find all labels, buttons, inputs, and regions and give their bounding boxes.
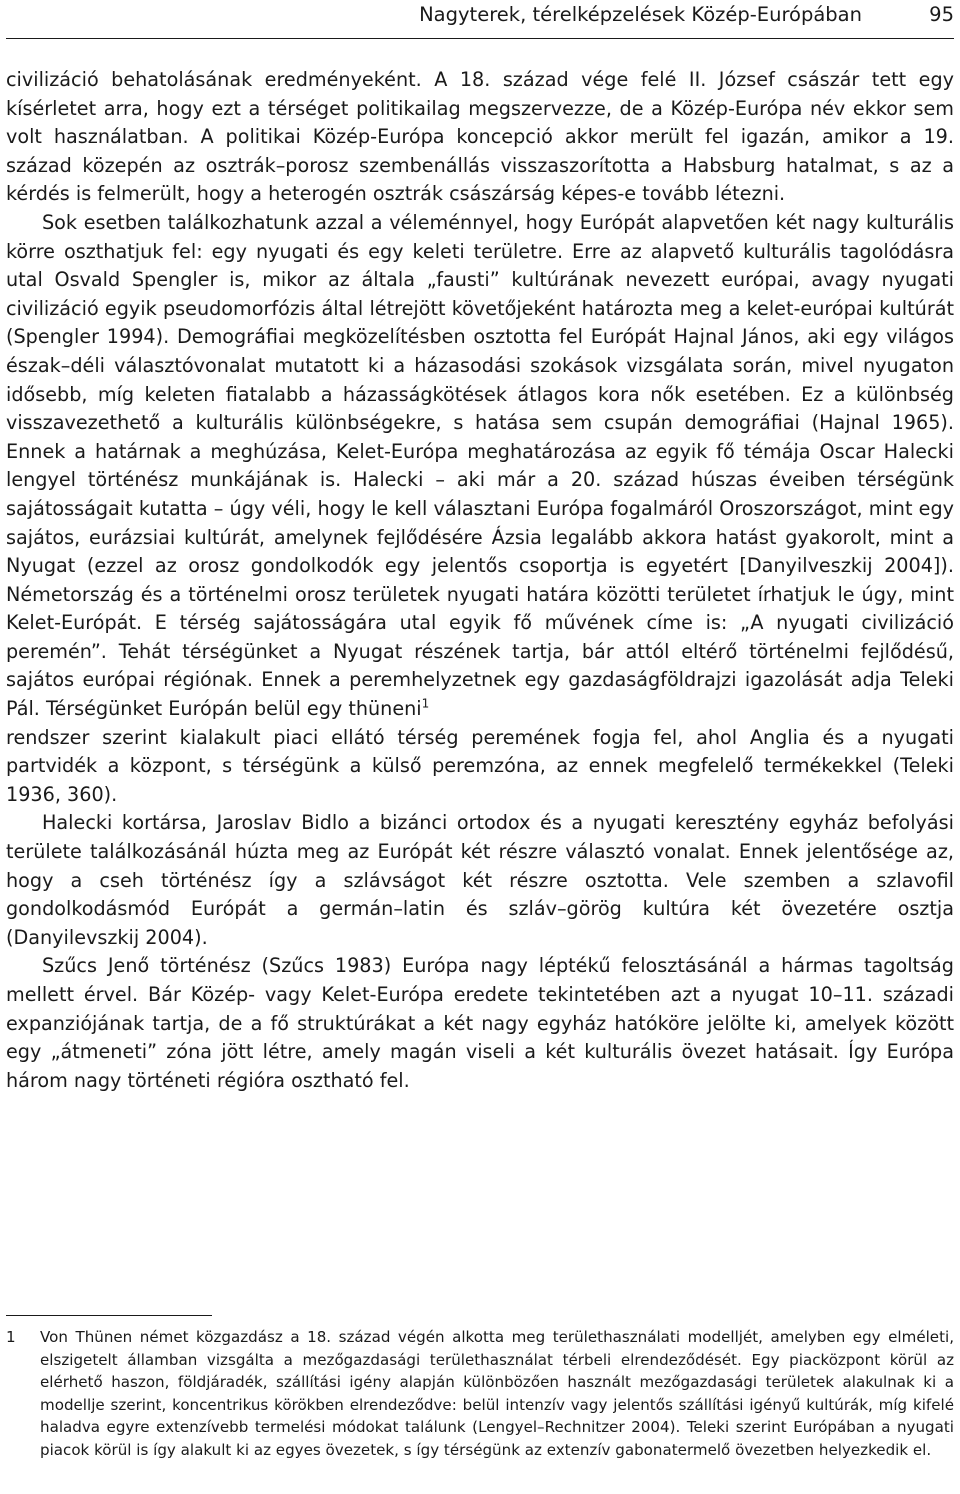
footnote bbox=[6, 1326, 954, 1462]
page-number: 95 bbox=[929, 3, 954, 26]
footnote-text: Von Thünen német közgazdász a 18. század végén alkotta meg területhasználati modelljét, amelyben egy elméleti, elszigetelt államban vizsgálta a mezőgazdasági területhasználat térbeli elrendeződését. Egy piacközpont körül az elérhető haszon, földjáradék, szállítási igény alapján különbözően használt mezőgazdasági területek alakulnak ki a modellje szerint, koncentrikus körökben elrendeződve: belül intenzív vagy jelentős szállítási igényű kultúrák, míg kifelé haladva egyre extenzívebb termelési módokat találunk (Lengyel–Rechnitzer 2004). Teleki szerint Európában a nyugati piacok körül is így alakult ki az egyes övezetek, s így térségünk az extenzív gabonatermelő övezetben helyezkedik el. bbox=[40, 1328, 954, 1459]
paragraph-1: civilizáció behatolásának eredményeként. A 18. század vége felé II. József császár tett egy kísérletet arra, hogy ezt a térséget politikailag megszervezze, de a Közép-Európa név ekkor sem volt használatban. A politikai Közép-Európa koncepció akkor merült fel igazán, amikor a 19. század közepén az osztrák–porosz szembenállás visszaszorította a Habsburg hatalmat, s az a kérdés is felmerült, hogy a heterogén osztrák császárság képes-e tovább létezni. bbox=[6, 68, 954, 206]
body-text bbox=[6, 66, 954, 1095]
running-title: Nagyterek, térelképzelések Közép-Európában bbox=[419, 3, 862, 26]
paragraph-2-text: Sok esetben találkozhatunk azzal a véleménnyel, hogy Európát alapvetően két nagy kulturális körre oszthatjuk fel: egy nyugati és egy keleti területre. Erre az alapvető kulturális tagolódásra utal Osvald Spengler is, mikor az általa „fausti” kultúrának nevezett európai, avagy nyugati civilizáció egyik pseudomorfózis által létrejött követőjeként határozta meg a kelet-európai kultúrát (Spengler 1994). Demográfiai megközelítésben osztotta fel Európát Hajnal János, aki egy világos észak–déli választóvonalat mutatott ki a házasodási szokások vizsgálata során, mivel nyugaton idősebb, míg keleten fiatalabb a házasságkötések átlagos kora nők esetében. Ez a különbség visszavezethető a kulturális különbségekre, s hatása sem csupán demográfiai (Hajnal 1965). Ennek a határnak a meghúzása, Kelet-Európa meghatározása az egyik fő témája Oscar Halecki lengyel történész munkájának is. Halecki – aki már a 20. század húszas éveiben térségünk sajátosságait kutatta – úgy véli, hogy le kell választani Európa fogalmáról Oroszországot, mint egy sajátos, eurázsiai kultúrát, amelynek fejlődésére Ázsia legalább akkora hatást gyakorolt, mint a Nyugat (ezzel az orosz gondolkodók egy jelentős csoportja is egyetért [Danyilveszkij 2004]). Németország és a történelmi orosz területek nyugati határa közötti területet írhatjuk le úgy, mint Kelet-Európát. E térség sajátosságára utal egyik fő művének címe is: „A nyugati civilizáció peremén”. Tehát térségünket a Nyugat részének tartja, bár attól eltérő történelmi fejlődésű, sajátos európai régiónak. Ennek a peremhelyzetnek egy gazdaságföldrajzi igazolását adja Teleki Pál. Térségünket Európán belül egy thüneni bbox=[6, 210, 954, 721]
paragraph-3: Halecki kortársa, Jaroslav Bidlo a bizánci ortodox és a nyugati keresztény egyház befolyási területe találkozásánál húzta meg az Európát két részre választó vonalat. Ennek jelentősége az, hogy a cseh történész így a szlávságot két részre osztotta. Vele szemben a szlavofil gondolkodásmód Európát a germán–latin és szláv–görög kultúra két övezetére osztja (Danyilevszkij 2004). bbox=[6, 811, 954, 949]
paragraph-4: Szűcs Jenő történész (Szűcs 1983) Európa nagy léptékű felosztásánál a hármas tagoltság mellett érvel. Bár Közép- vagy Kelet-Európa eredete tekintetében azt a nyugat 10–11. századi expanziójának tartja, de a fő struktúrákat a két nagy egyház hatóköre jelölte ki, amelyek között egy „átmeneti” zóna jött létre, amely magán viseli a két kulturális övezet hatásait. Így Európa három nagy történeti régióra osztható fel. bbox=[6, 954, 954, 1092]
footnote-number: 1 bbox=[6, 1328, 16, 1346]
running-header bbox=[6, 0, 954, 39]
footnote-reference[interactable]: 1 bbox=[421, 696, 430, 711]
paragraph-2 bbox=[6, 209, 954, 724]
paragraph-2-continued: rendszer szerint kialakult piaci ellátó térség peremének fogja fel, ahol Anglia és a nyugati partvidék a központ, s térségünk a külső peremzóna, az ennek megfelelő termékekkel (Teleki 1936, 360). bbox=[6, 725, 954, 806]
footnote-divider bbox=[6, 1315, 212, 1316]
